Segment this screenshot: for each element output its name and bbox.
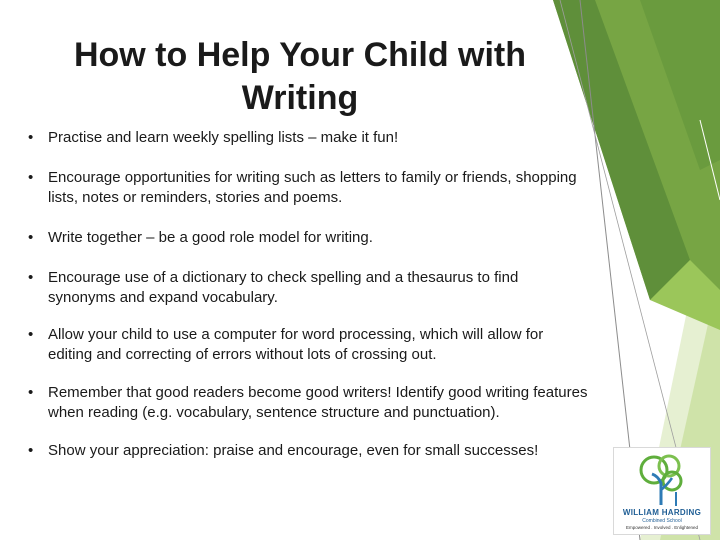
slide-title: How to Help Your Child with Writing (73, 36, 527, 117)
bullet-item: • Remember that good readers become good writers! Identify good writing features when reading (e.g. vocabulary, sentence structure and punctuation). (28, 383, 588, 423)
bullet-item: • Write together – be a good role model for writing. (28, 228, 588, 248)
bullet-item: • Encourage use of a dictionary to check spelling and a thesaurus to find synonyms and expand vocabulary. (28, 268, 588, 308)
bullet-item: • Show your appreciation: praise and encourage, even for small successes! (28, 441, 588, 461)
logo-motto: Empowered . Involved . Enlightened (625, 525, 699, 530)
school-logo (613, 447, 711, 535)
bullet-list (28, 128, 588, 461)
logo-subtitle: Combined School (642, 518, 682, 524)
bullet-item: • Allow your child to use a computer for word processing, which will allow for editing and correcting of errors without lots of crossing out. (28, 325, 588, 365)
logo-name: WILLIAM HARDING (622, 508, 702, 517)
tree-icon (614, 448, 710, 508)
bullet-item: • Practise and learn weekly spelling lists – make it fun! (28, 128, 588, 148)
bullet-item: • Encourage opportunities for writing such as letters to family or friends, shopping lists, notes or reminders, stories and poems. (28, 168, 588, 208)
